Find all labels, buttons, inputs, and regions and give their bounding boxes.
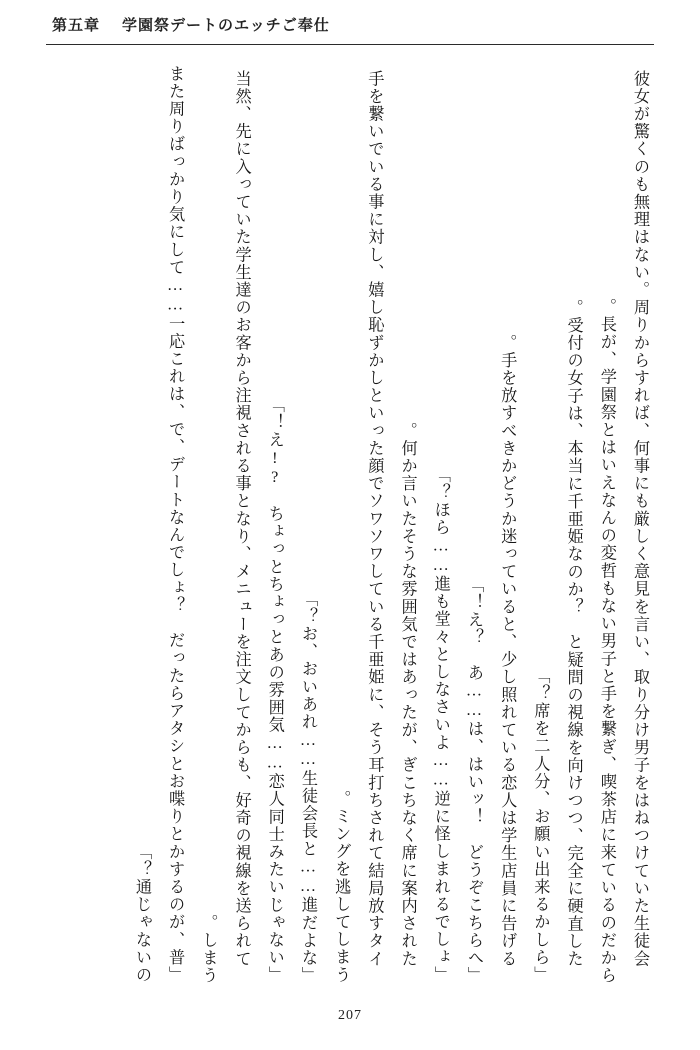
- page-header: [52, 14, 648, 44]
- paragraph: 受付の女子は、本当に千亜姫なのか？ と疑問の視線を向けつつ、完全に硬直した。: [564, 299, 583, 968]
- paragraph: 手を放すべきかどうか迷っていると、少し照れている恋人は学生店員に告げる。: [498, 334, 517, 968]
- paragraph: 彼女が驚くのも無理はない。周りからすれば、何事にも厳しく意見を言い、取り分け男子をはねつけていた生徒会長が、学園祭とはいえなんの変哲もない男子と手を繋ぎ、喫茶店に来ているのだから。: [597, 70, 649, 984]
- paragraph: 手を繋いでいる事に対し、嬉し恥ずかしといった顔でソワソワしている千亜姫に、そう耳打ちされて結局放すタイミングを逃してしまう。: [332, 70, 384, 984]
- paragraph: 「お、おいあれ……生徒会長と……進だよな？」: [298, 589, 317, 984]
- paragraph: 当然、先に入っていた学生達のお客から注視される事となり、メニューを注文してからも、好奇の視線を送られてしまう。: [199, 70, 251, 984]
- paragraph: 「え？ あ……は、はいッ！ どうぞこちらへ！」: [464, 575, 483, 984]
- chapter-number: 第五章: [52, 18, 101, 34]
- vertical-text-block: [44, 56, 656, 984]
- paragraph: 「え!? ちょっとちょっとあの雰囲気……恋人同士みたいじゃない！」: [265, 395, 284, 984]
- paragraph: 「席を二人分、お願い出来るかしら？」: [531, 667, 550, 984]
- header-divider: [46, 44, 654, 45]
- paragraph: 「ほら……進も堂々としなさいよ……逆に怪しまれるでしょ？」: [431, 466, 450, 984]
- chapter-title: 学園祭デートのエッチご奉仕: [122, 18, 330, 34]
- paragraph: 「また周りばっかり気にして……一応これは、で、デートなんでしょ？ だったらアタシとお喋りとかするのが、普通じゃないの？」: [132, 65, 185, 984]
- page-body: [44, 56, 656, 984]
- paragraph: 何か言いたそうな雰囲気ではあったが、ぎこちなく席に案内された。: [398, 422, 417, 968]
- page-number: 207: [338, 1008, 362, 1023]
